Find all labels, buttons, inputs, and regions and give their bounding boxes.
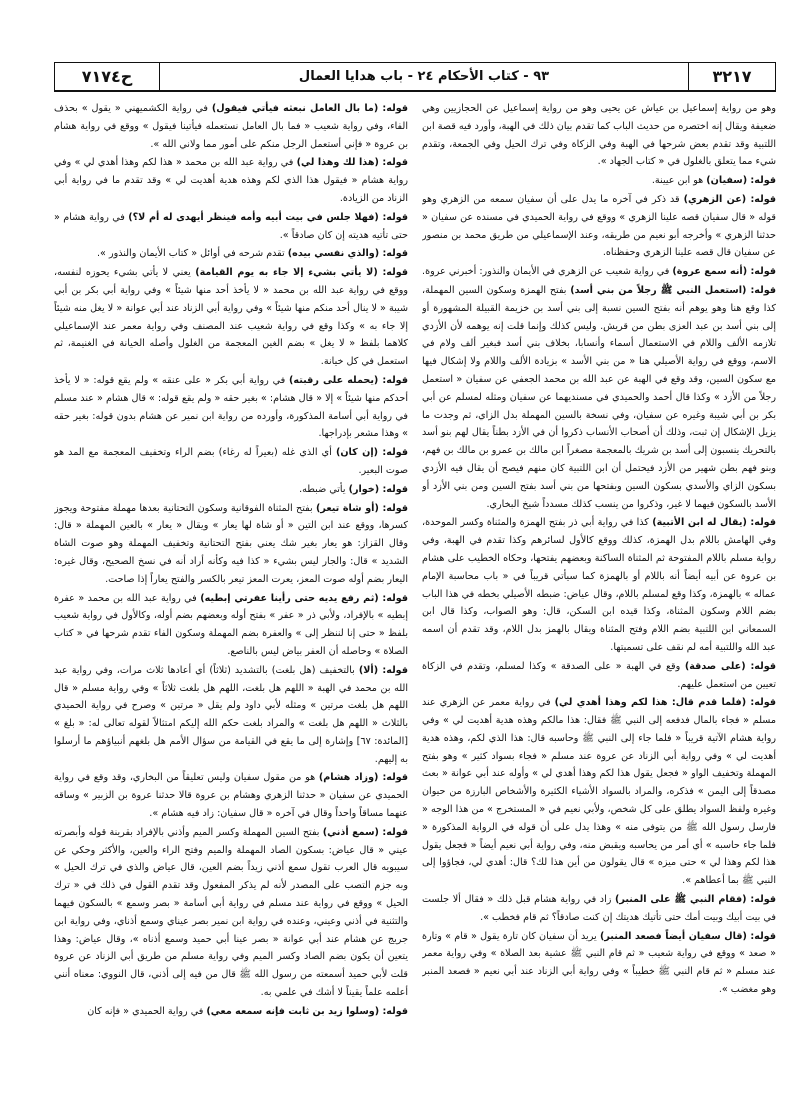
commentary-paragraph [422,694,776,890]
paragraph-heading: قوله: (عن الزهري) [683,193,776,205]
commentary-paragraph [54,769,408,822]
right-column [422,100,776,1100]
paragraph-heading: قوله: (سمع أذني) [322,826,408,838]
commentary-paragraph [422,658,776,694]
commentary-paragraph [54,264,408,371]
paragraph-heading: قوله: (هذا لك وهذا لي) [296,157,408,169]
paragraph-heading: قوله: (يحمله على رقبته) [289,374,408,386]
paragraph-text: وهو من رواية إسماعيل بن عياش عن يحيى وهو من رواية إسماعيل عن الحجازيين وهي ضعيفة ويقال إنه اختصره من حديث الباب كما تقدم بيان ذلك في الهبة، وأورد فيه قصة ابن اللتبية وقد تقدم بعض شرحها في الهبة وفي الزكاة وفي ترك الحيل وفي الجمعة، وتقدم شيء مما يتعلق بالغلول في « كتاب الجهاد ». [422,103,776,168]
paragraph-heading: قوله: (فلما قدم قال: هذا لكم وهذا أهدي لي) [554,697,776,709]
paragraph-heading: قوله: (على صدقة) [684,660,776,672]
paragraph-heading: قوله: (استعمل النبي ﷺ رجلاً من بني أسد) [570,284,776,296]
paragraph-heading: قوله: (أو شاة تيعر) [315,502,408,514]
hadith-number: ح٧١٧٤ [55,63,160,90]
paragraph-text: كذا في رواية أبي ذر بفتح الهمزة والمثناة وكسر الموحدة، وفي الهامش باللام بدل الهمزة، كذلك ووقع كالأول لسائرهم وكذا تقدم في الهبة، وفي رواية مسلم باللام المفتوحة ثم المثناة الساكنة وبعضهم يفتحها، وحكاه الخطيب على هشام بن عروة عن أبيه أيضاً أنه باللام أو بالهمزة كما سيأتي قريباً في « باب محاسبة الإمام عماله » بالهمزة، وكذا وقع لمسلم باللام، وقال عياض: ضبطه الأصيلي بخطه في هذا الباب بضم اللام وسكون المثناة، وكذا قيده ابن السكن، قال: وهو الصواب، وكذا قال ابن السمعاني ابن اللتبية بضم اللام وفتح المثناة ويقال بالهمز بدل اللام، وقد تقدم أن اسمه عبد الله واللتبية أمه لم نقف على تسميتها. [422,517,776,653]
paragraph-heading: قوله: (قال سفيان أيضاً فصعد المنبر) [599,930,776,942]
paragraph-heading: قوله: (سفيان) [706,175,776,187]
paragraph-text: قد ذكر في آخره ما يدل على أن سفيان سمعه من الزهري وهو قوله « قال سفيان قصه علينا الزهري » ووقع في رواية الحميدي في مسنده عن سفيان « حدثنا الزهري » وأخرجه أبو نعيم من طريقه، وعند الإسماعيلي من طريق محمد بن منصور عن سفيان قال قصه علينا الزهري وحفظناه. [422,193,776,259]
paragraph-heading: قوله: (وسلوا زيد بن ثابت فإنه سمعه معي) [206,1005,408,1017]
paragraph-heading: قوله: (وزاد هشام) [318,772,408,784]
commentary-paragraph [422,172,776,190]
page-running-title: ٩٣ - كتاب الأحكام ٢٤ - باب هدايا العمال [298,69,550,84]
paragraph-text: يريد أن سفيان كان تارة يقول « قام » وتارة « صعد » ووقع في رواية شعيب « ثم قام النبي ﷺ عشية بعد الصلاة » وفي رواية معمر عند مسلم « ثم قام النبي ﷺ خطيباً » وفي رواية أبي الزناد عند أبي نعيم « فصعد المنبر وهو مغضب ». [422,930,776,996]
paragraph-heading: قوله: (والذي نفسي بيده) [287,248,408,260]
commentary-paragraph [422,514,776,656]
commentary-paragraph [422,891,776,927]
paragraph-text: في رواية الحميدي « فإنه كان [87,1005,204,1017]
paragraph-text: بفتح الهمزة وسكون السين المهملة، كذا وقع هنا وهو يوهم أنه بفتح السين نسبة إلى بني أسد بن خزيمة القبيلة المشهورة أو إلى بني أسد بن عبد العزى بطن من قريش. وليس كذلك وإنما قلت إنه يوهمه لأن الأزدي تلازمه الألف واللام في الاستعمال أسماء وأنسابا، بخلاف بني أسد فبغير ألف ولام في الاسم، ووقع في رواية الأصيلي هنا « من بني الأسد » بزيادة الألف واللام ولا إشكال فيها مع سكون السين، وقد وقع في الهبة عن عبد الله بن محمد الجعفي عن سفيان « استعمل رجلاً من الأزد » وكذا قال أحمد والحميدي في مسنديهما عن سفيان ومثله لمسلم عن أبي بكر بن أبي شيبة وغيره عن سفيان، وفي نسخة بالسين المهملة بدل الزاي، ثم وجدت ما يزيل الإشكال إن ثبت، وذلك أن أصحاب الأنساب ذكروا أن في الأزد بطناً يقال لهم بنو أسد بالتحريك ينسبون إلى أسد بن شريك بالمعجمة مصغراً ابن مالك بن عمرو بن مالك بن فهم، وبنو فهم بطن شهير من الأزد فيحتمل أن ابن اللتبية كان منهم فيصح أن يقال فيه الأزدي بسكون الزاي والأسدي بسكون السين وبفتحها من بني أسد بفتح السين ومن بني الأزد أو الأسد بالسكون فيهما لا غير، وذكروا من ينسب كذلك مسدداً شيخ البخاري. [422,284,776,510]
paragraph-heading: قوله: (لا يأتي بشيء إلا جاء به يوم القيامة) [195,267,408,279]
paragraph-text: بفتح المثناة الفوقانية وسكون التحتانية بعدها مهملة مفتوحة ويجوز كسرها، ووقع عند ابن التين « أو شاة لها يعار » ويقال « يعار » بالعين المهملة « قال: وقال القزاز: هو يعار بغير شك يعني بفتح التحتانية وتخفيف المهملة وهو صوت الشاة الشديد » قال: والجار ليس بشيء « كذا فيه وكأنه أراد أنه في نسخ الصحيح، وقال غيره: اليعار بضم أوله صوت المعز، يعرت المعز تيعر بالكسر والفتح يعاراً إذا صاحت. [54,502,408,585]
paragraph-heading: قوله: (أنه سمع عروة) [672,266,776,278]
paragraph-heading: قوله: (خوار) [348,483,408,495]
commentary-paragraph [54,824,408,1002]
paragraph-text: بفتح السين المهملة وكسر الميم وأذني بالإفراد بقرينة قوله وأبصرته عيني « قال عياض: بسكون الصاد المهملة والميم وفتح الراء والعين، والأكثر وحكي عن سيبويه قال العرب تقول سمع أذني زيداً بضم العين، قال عياض والذي في ترك الحيل » وبه جزم التصب على المصدر لأنه لم يذكر المفعول وقد تقدم القول في ذلك في « ترك الحيل » ووقع في رواية عند مسلم في رواية أبي أسامة « بصر وسمع » بالسكون فيهما والتثنية في أذني وعيني، وعنده في رواية ابن نمير بصر عيناي وسمع أذناي، وفي رواية ابن جريج عن هشام عند أبي عوانة « بصر عينا أبي حميد وسمع أذناه »، وقال عياض: وهذا يتعين أن يكون بضم الصاد وكسر الميم وفي رواية مسلم من طريق أبي الزناد عن عروة قلت لأبي حميد أسمعته من رسول الله ﷺ قال من فيه إلى أذني، قال النووي: معناه أنني أعلمه علماً يقيناً لا أشك في علمي به. [54,826,408,999]
paragraph-heading: قوله: (ألا) [358,664,408,676]
commentary-paragraph [54,372,408,443]
paragraph-text: في رواية عبد الله بن محمد « عفرة إبطيه » بالإفراد، ولأبي ذر « عفر » بفتح أوله وبعضهم بضم أوله، وكالأول في رواية شعيب بلفظ « حتى إنا لننظر إلى » والعفرة بضم المهملة وسكون الفاء تقدم شرحها في « كتاب الصلاة » وحاصله أن العفر بياض ليس بالناصع. [54,592,408,657]
paragraph-text: أي الذي غله (بعيراً له رغاء) بضم الراء وتخفيف المعجمة مع المد هو صوت البعير. [54,447,408,476]
paragraph-heading: قوله: (ثم رفع يديه حتى رأينا عفرتي إبطيه) [200,592,408,604]
paragraph-text: في رواية معمر عن الزهري عند مسلم « فجاء بالمال فدفعه إلى النبي ﷺ فقال: هذا مالكم وهذه هدية أهديت لي » وفي رواية هشام الآتية قريباً « فلما جاء إلى النبي ﷺ وحاسبه قال: هذا الذي لكم، وهذه هدية أهديت لي » وفي رواية أبي الزناد عن عروة عند مسلم « فجاء بسواد كثير » وهو بفتح المهملة وتخفيف الواو « فجعل يقول هذا لكم وهذا أهدي لي » وأوله عند أبي عوانة « بعث مصدقاً إلى اليمن » فذكره، والمراد بالسواد الأشياء الكثيرة والأشخاص البارزة من حيوان وغيره ولفظ السواد يطلق على كل شخص، ولأبي نعيم في « المستخرج » من هذا الوجه « فارسل رسول الله ﷺ من يتوفى منه » وهذا يدل على أن قوله في الرواية المذكورة « فلما جاء حاسبه » أي أمر من يحاسبه ويقبض منه، وفي رواية أبي نعيم أيضاً « فجعل يقول هذا لكم وهذا لي » حتى ميزه » قال يقولون من أين هذا لك؟ قال: أهدي لي، فجاؤوا إلى النبي ﷺ بما أعطاهم ». [422,697,776,887]
commentary-paragraph [54,444,408,480]
paragraph-heading: قوله: (فهلا جلس في بيت أبيه وأمه فينظر أيهدى له أم لا؟) [128,211,408,223]
commentary-paragraph [54,500,408,589]
page-number: ٣٢١٧ [688,63,775,90]
text-columns [54,100,776,1100]
commentary-paragraph [54,481,408,499]
commentary-paragraph [54,245,408,263]
paragraph-text: في رواية أبي بكر « على عنقه » ولم يقع قوله: « لا يأخذ أحدكم منها شيئاً » إلا « قال هشام: » بغير حقه « ولم يقع قوله: » قال هشام « عند مسلم في رواية أبي أسامة المذكورة، وأورده من رواية ابن نمير عن هشام بدون قوله: بغير حقه » وهذا مشعر بإدراجها. [54,374,408,440]
commentary-paragraph [422,191,776,262]
commentary-paragraph [54,662,408,769]
paragraph-heading: قوله: (ما بال العامل نبعثه فيأتي فيقول) [211,103,408,114]
paragraph-text: تقدم شرحه في أوائل « كتاب الأيمان والنذور ». [96,248,285,260]
page-header [54,62,776,92]
commentary-paragraph [422,928,776,999]
commentary-paragraph [54,1003,408,1021]
paragraph-heading: قوله: (إن كان) [335,447,408,459]
paragraph-text: هو من مقول سفيان وليس تعليقاً من البخاري، وقد وقع في رواية الحميدي عن سفيان « حدثنا الزهري وهشام بن عروة قالا حدثنا عروة بن الزبير » وساقه عنهما مساقاً واحداً وقال في آخره « قال سفيان: زاد فيه هشام ». [54,772,408,820]
paragraph-text: هو ابن عيينة. [651,175,704,187]
commentary-paragraph [422,263,776,281]
paragraph-text: يأتي ضبطه. [299,483,346,495]
commentary-paragraph [54,100,408,153]
paragraph-text: في رواية شعيب عن الزهري في الأيمان والنذور: أخبرني عروة. [422,266,670,278]
commentary-paragraph [422,282,776,513]
paragraph-text: في رواية الكشميهني « يقول » بحذف الفاء، وفي رواية شعيب « فما بال العامل نستعمله فيأتينا فيقول » ووقع في رواية هشام بن عروة « فإني أستعمل الرجل منكم على أمور مما ولاني الله ». [54,103,408,150]
paragraph-text: يعني لا يأتي بشيء يحوزه لنفسه، ووقع في رواية عبد الله بن محمد « لا يأخذ أحد منها شيئاً » وفي رواية أبي بكر بن أبي شيبة « لا ينال أحد منكم منها شيئاً » وفي رواية أبي الزناد عند أبي عوانة « لا يغل منه شيئاً إلا جاء به » وكذا وقع في رواية شعيب عند المصنف وفي رواية معمر عند الإسماعيلي كلاهما بلفظ « لا يغل » بضم الغين المعجمة من الغلول وأصله الخيانة في الغنيمة، ثم استعمل في كل خيانة. [54,267,408,368]
paragraph-text: في رواية عبد الله بن محمد « هذا لكم وهذا أهدي لي » وفي رواية هشام « فيقول هذا الذي لكم وهذه هدية أهديت لي » وقد تقدم ما في رواية أبي الزناد من الزيادة. [54,157,408,204]
paragraph-heading: قوله: (فقام النبي ﷺ على المنبر) [615,894,776,906]
paragraph-text: وقع في الهبة « على الصدقة » وكذا لمسلم، وتقدم في الزكاة تعيين من استعمل عليهم. [422,660,776,690]
commentary-paragraph [54,154,408,207]
paragraph-heading: قوله: (يقال له ابن الأتبية) [652,517,776,529]
left-column [54,100,408,1100]
paragraph-text: بالتخفيف (هل بلغت) بالتشديد (ثلاثاً) أي أعادها ثلاث مرات، وفي رواية عبد الله بن محمد في الهبة « اللهم هل بلغت، اللهم هل بلغت ثلاثاً » وفي رواية مسلم « قال اللهم هل بلغت مرتين » ومثله لأبي داود ولم يقل « مرتين » وصرح في رواية الحميدي بالثلاث « اللهم هل بلغت » والمراد بلغت حكم الله إليكم امتثالاً لقوله تعالى له: « بلغ » [المائدة: ٦٧] وإشارة إلى ما يقع في القيامة من سؤال الأمم هل بلغهم أنبياؤهم ما أرسلوا به إليهم. [54,664,408,765]
commentary-paragraph [54,590,408,661]
commentary-paragraph [54,209,408,245]
commentary-paragraph [422,100,776,171]
paragraph-text: زاد في رواية هشام قبل ذلك « فقال ألا جلست في بيت أبيك وبيت أمك حتى تأتيك هديتك إن كنت صادقاً؟ ثم قام فخطب ». [422,894,776,923]
paragraph-text: في رواية هشام « حتى تأتيه هديته إن كان صادقاً ». [54,211,408,241]
